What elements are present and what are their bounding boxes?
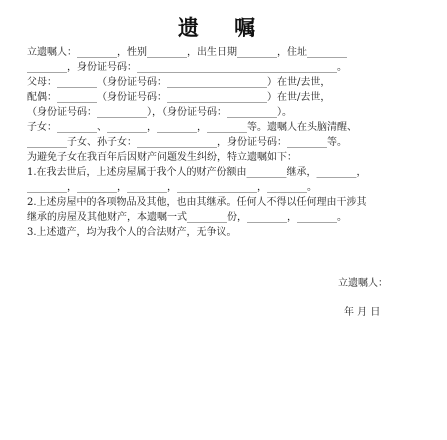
signature-label: 立遗嘱人： [338, 278, 388, 289]
body-line: 2.上述房屋中的各项物品及其他，也由其继承。任何人不得以任何理由干涉其 [27, 197, 367, 208]
body-line: ________，身份证号码：________________________________________。 [27, 62, 347, 73]
body-line: ________，________，________，________________，________。 [27, 182, 317, 193]
document-title: 遗 嘱 [177, 15, 270, 40]
body-line: 子女：________、________，________，________等。遗嘱人在头脑清醒、 [27, 122, 357, 133]
body-line: （身份证号码：__________），（身份证号码：__________）。 [27, 107, 292, 118]
body-line: 立遗嘱人：________，性别________，出生日期________，住址________ [27, 47, 347, 58]
body-line: 为避免子女在我百年后因财产问题发生纠纷，特立遗嘱如下： [27, 152, 297, 163]
body-line: 配偶：________（身份证号码：____________________）在世/去世， [27, 92, 331, 103]
body-line: 1.在我去世后，上述房屋属于我个人的财产份额由________继承，________， [27, 167, 367, 178]
body-line: 继承的房屋及其他财产，本遗嘱一式________份，________，________。 [27, 212, 347, 223]
body-line: 3.上述遗产，均为我个人的合法财产，无争议。 [27, 227, 237, 238]
body-line: ________子女、孙子女：________________，身份证号码：________等。 [27, 137, 347, 148]
body-line: 父母：________（身份证号码：____________________）在世/去世， [27, 77, 331, 88]
date-label: 年 月 日 [344, 307, 381, 318]
